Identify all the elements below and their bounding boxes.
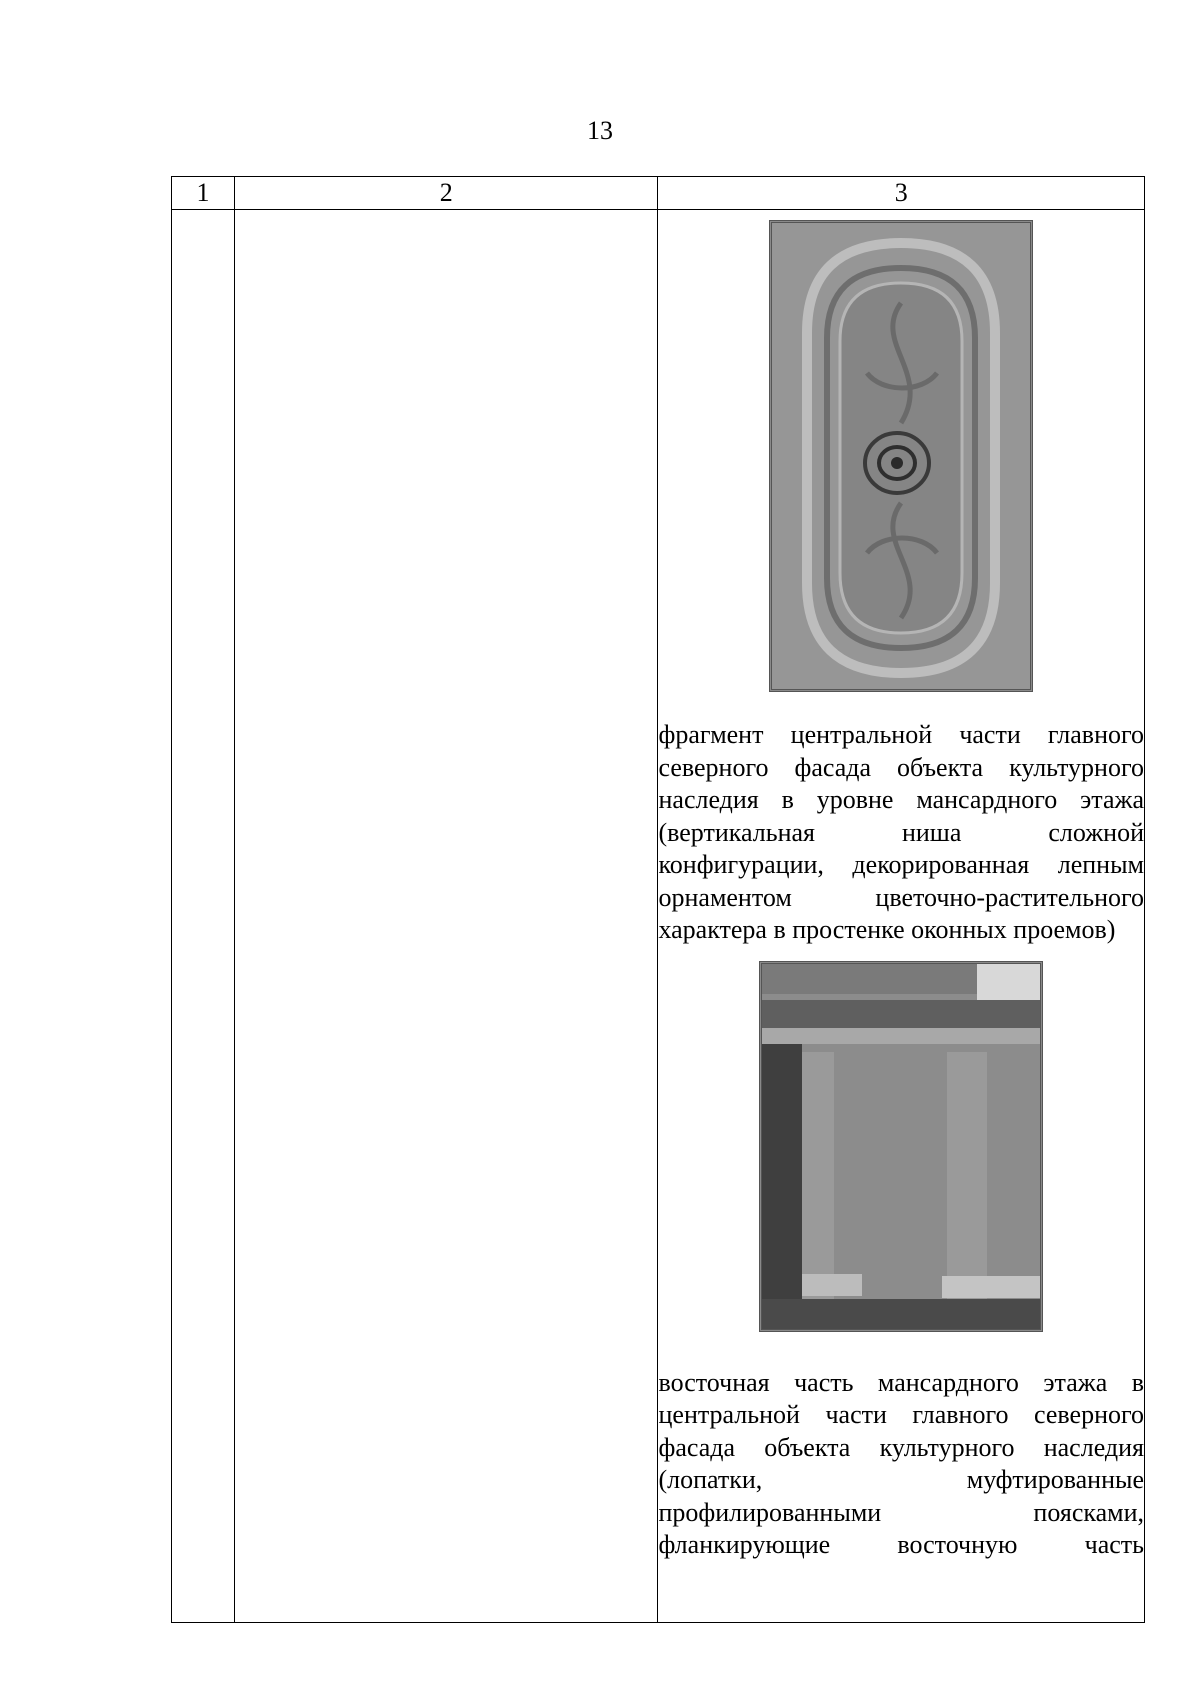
cell-col-1 [172,210,235,1623]
figure-caption-1: фрагмент центральной части главного северного фасада объекта культурного наследия в уровне мансардного этажа (вертикальная ниша сложной конфигурации, декорированная лепным орнаментом цветочно-растительного характера в простенке оконных проемов) [658,720,1144,944]
header-col-3: 3 [658,177,1145,210]
page-number: 13 [587,116,613,145]
header-col-2: 2 [235,177,658,210]
header-col-1: 1 [172,177,235,210]
document-table [171,176,1145,1623]
table-row [172,210,1145,1623]
niche-ornament-photo [769,220,1033,692]
cell-col-2 [235,210,658,1623]
figure-caption-2: восточная часть мансардного этажа в центральной части главного северного фасада объекта культурного наследия (лопатки, муфтированные профилированными поясками, фланкирующие восточную часть [658,1367,1144,1559]
mansard-facade-photo [759,961,1043,1332]
table-header-row [172,177,1145,210]
cell-col-3 [658,210,1145,1623]
